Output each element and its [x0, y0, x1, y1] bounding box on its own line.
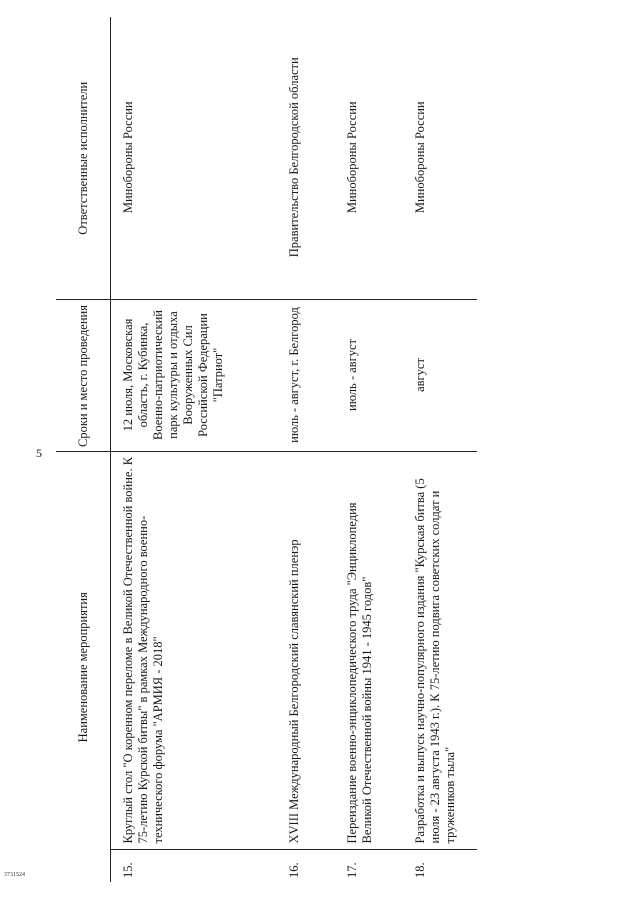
- table-row: [281, 17, 339, 882]
- row-dates: 12 июля, Московская область, г. Кубинка, Военно-патриотический парк культуры и отдыха Вооруженных Сил Российской Федерации "Патриот": [115, 300, 281, 452]
- row-number: 15.: [121, 862, 135, 878]
- row-dates: июль - август: [339, 300, 407, 452]
- row-name: Переиздание военно-энциклопедического труда "Энциклопедия Великой Отечественной войны 1941 - 1945 годов": [339, 452, 407, 850]
- row-responsible: Правительство Белгородской области: [281, 17, 339, 300]
- document-code: 3731524: [4, 872, 25, 878]
- rotated-table-container: [56, 17, 616, 882]
- row-dates: август: [407, 300, 477, 452]
- table-header-row: [56, 17, 111, 882]
- row-name: Разработка и выпуск научно-популярного издания "Курская битва (5 июля - 23 августа 1943 г.). К 75-летию подвига советских солдат и тружеников тыла": [407, 452, 477, 850]
- events-table: [56, 17, 477, 882]
- row-number: 17.: [345, 862, 359, 878]
- table-row: [407, 17, 477, 882]
- table-row: [115, 17, 281, 882]
- row-number: 18.: [413, 862, 427, 878]
- page-number: 5: [36, 446, 42, 460]
- header-dates: Сроки и место проведения: [56, 300, 111, 452]
- header-name: Наименование мероприятия: [56, 452, 111, 882]
- row-responsible: Минобороны России: [115, 17, 281, 300]
- row-responsible: Минобороны России: [339, 17, 407, 300]
- header-responsible: Ответственные исполнители: [56, 17, 111, 300]
- row-dates: июль - август, г. Белгород: [281, 300, 339, 452]
- row-name: XVIII Международный Белгородский славянский пленэр: [281, 452, 339, 850]
- row-name: Круглый стол "О коренном переломе в Великой Отечественной войне. К 75-летию Курской битвы" в рамках Международного военно-технического форума "АРМИЯ - 2018": [115, 452, 281, 850]
- row-responsible: Минобороны России: [407, 17, 477, 300]
- row-number: 16.: [287, 862, 301, 878]
- table-row: [339, 17, 407, 882]
